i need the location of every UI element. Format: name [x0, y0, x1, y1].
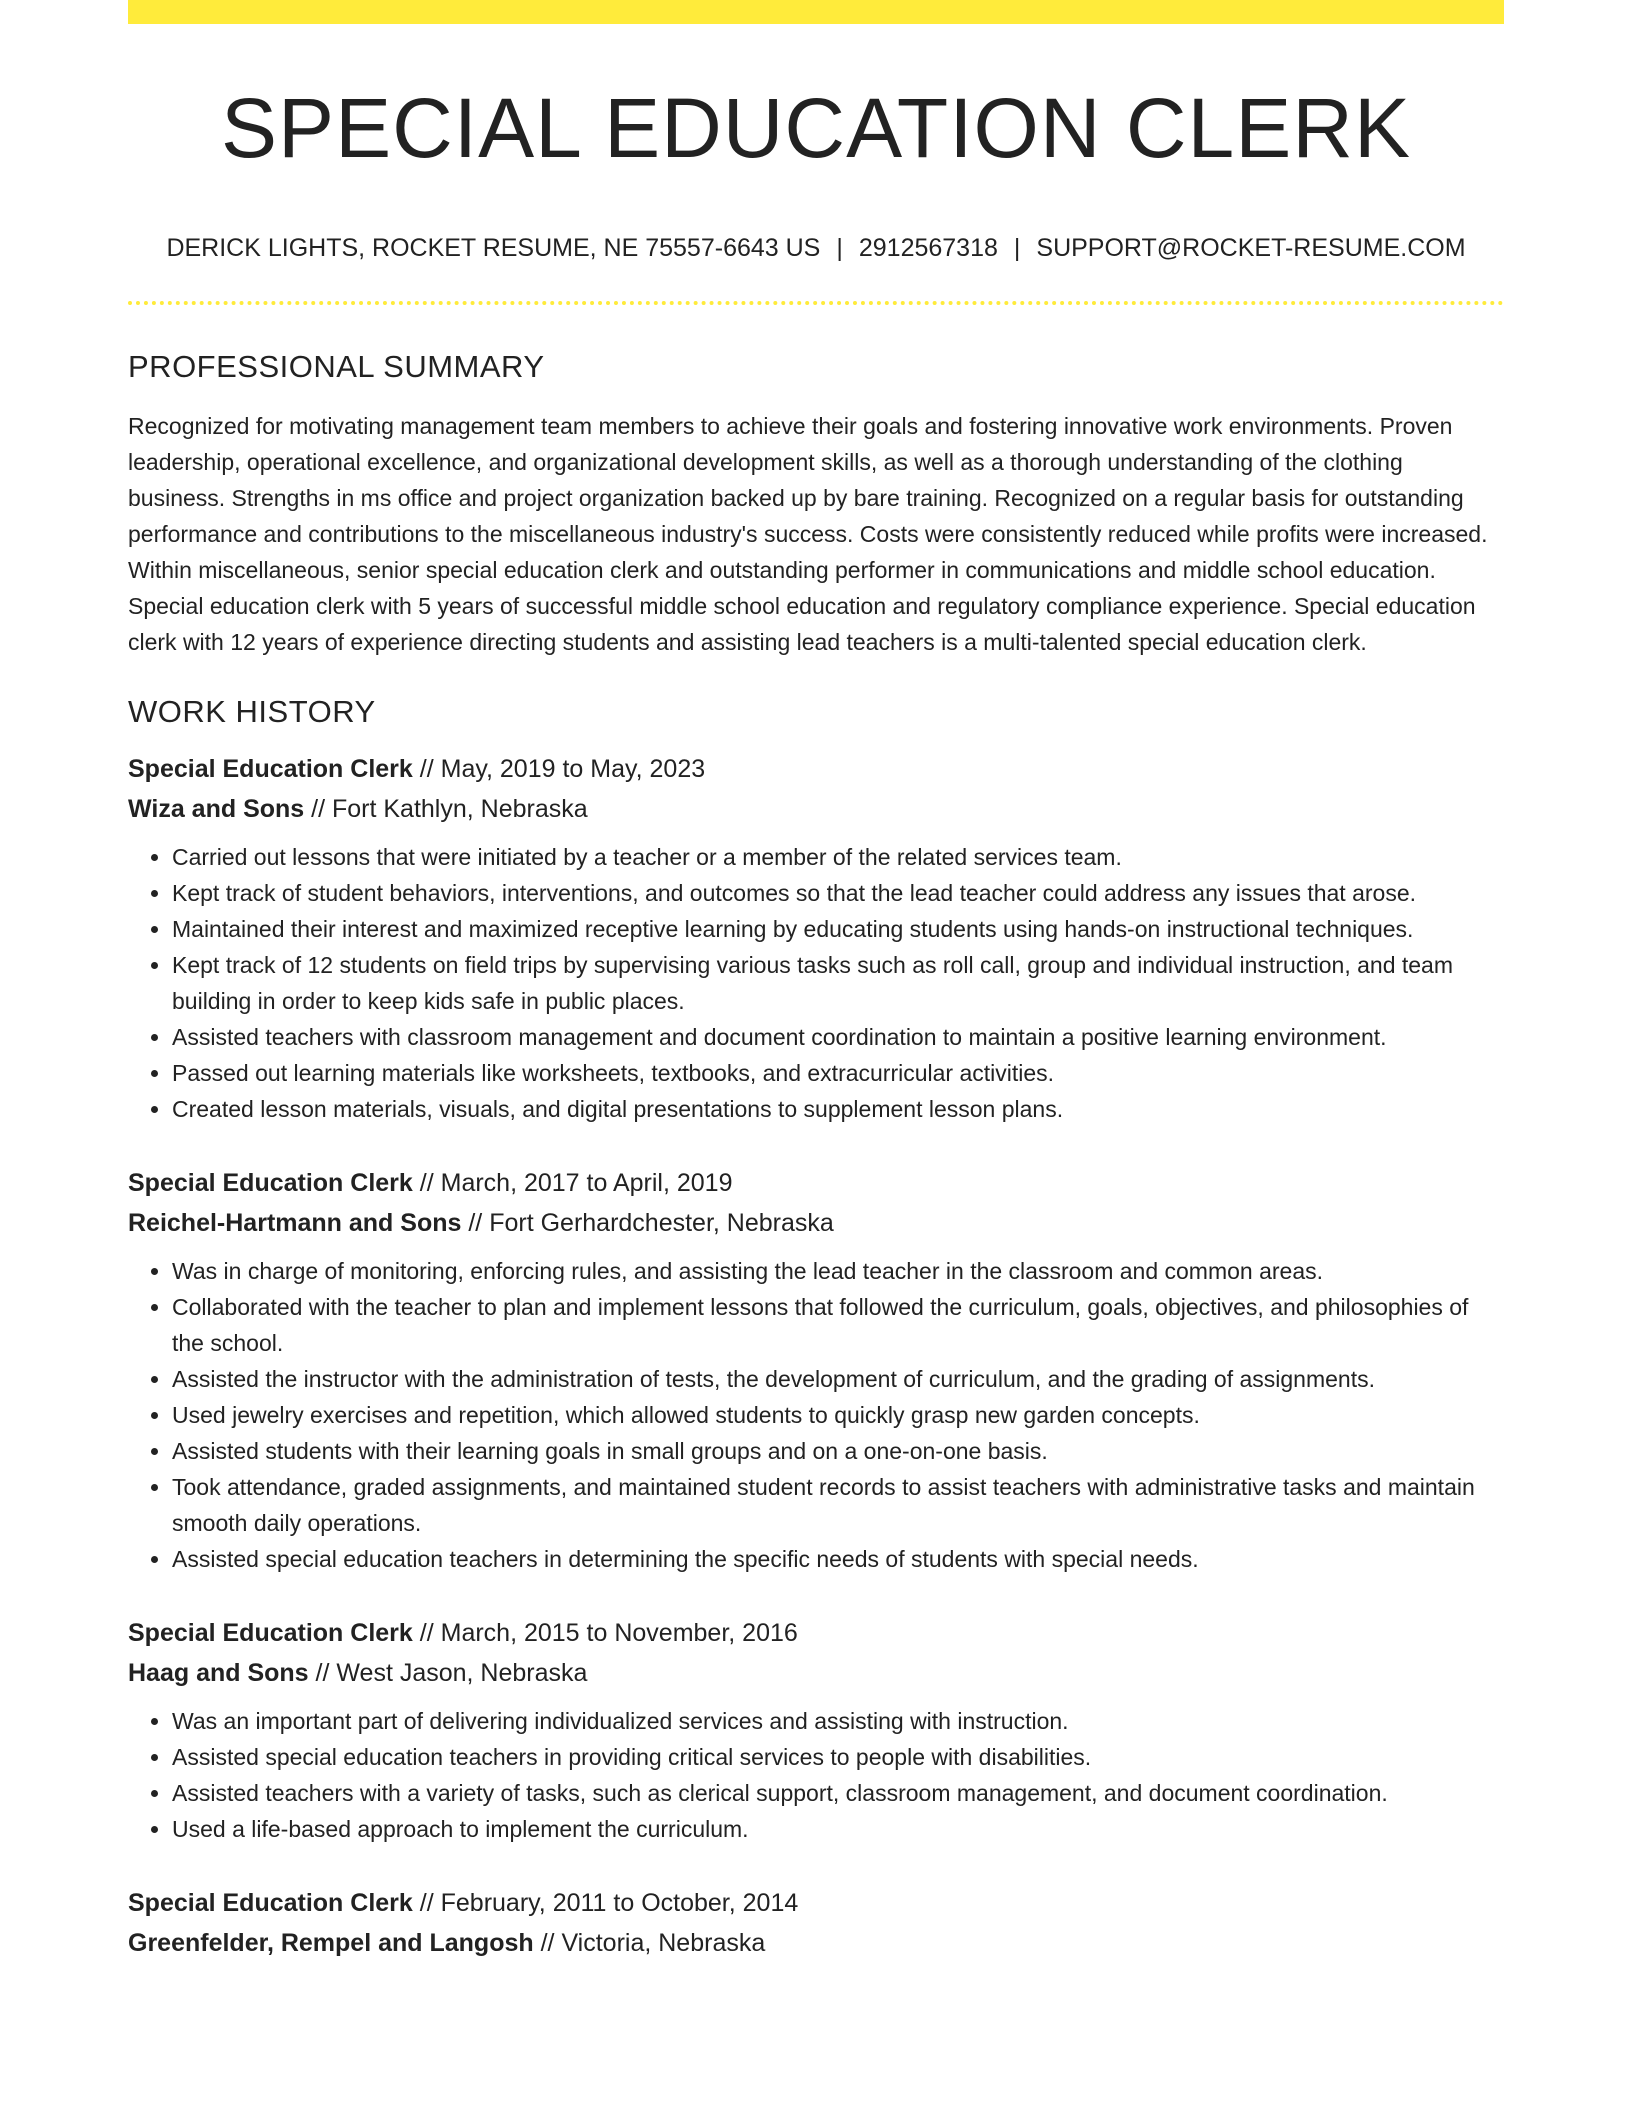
contact-separator: |	[1013, 234, 1021, 262]
job-company: Haag and Sons	[128, 1659, 309, 1687]
job-company-line	[128, 789, 1504, 829]
job-bullet: • Assisted special education teachers in determining the specific needs of students with special needs.	[172, 1541, 1504, 1577]
job-title: Special Education Clerk	[128, 1889, 413, 1917]
job-bullets	[128, 1703, 1504, 1847]
job-bullet: • Assisted students with their learning goals in small groups and on a one-on-one basis.	[172, 1433, 1504, 1469]
job-separator: //	[412, 1619, 441, 1647]
job-location: West Jason, Nebraska	[336, 1659, 588, 1687]
resume-title: SPECIAL EDUCATION CLERK	[221, 81, 1411, 175]
job-entry	[128, 1613, 1504, 1847]
job-separator: //	[412, 1889, 441, 1917]
job-separator: //	[412, 1169, 441, 1197]
job-bullet: • Was in charge of monitoring, enforcing rules, and assisting the lead teacher in the classroom and common areas.	[172, 1253, 1504, 1289]
job-title: Special Education Clerk	[128, 1169, 413, 1197]
contact-line	[128, 236, 1504, 261]
job-bullet: • Created lesson materials, visuals, and digital presentations to supplement lesson plans.	[172, 1091, 1504, 1127]
job-bullet: • Assisted teachers with a variety of tasks, such as clerical support, classroom management, and document coordination.	[172, 1775, 1504, 1811]
summary-text: Recognized for motivating management team members to achieve their goals and fostering innovative work environments. Proven leadership, operational excellence, and organizational development skills, as well as a thorough understanding of the clothing business. Strengths in ms office and project organization backed up by bare training. Recognized on a regular basis for outstanding performance and contributions to the miscellaneous industry's success. Costs were consistently reduced while profits were increased. Within miscellaneous, senior special education clerk and outstanding performer in communications and middle school education. Special education clerk with 5 years of successful middle school education and regulatory compliance experience. Special education clerk with 12 years of experience directing students and assisting lead teachers is a multi-talented special education clerk.	[128, 413, 1488, 655]
summary-heading: PROFESSIONAL SUMMARY	[128, 349, 545, 384]
job-title: Special Education Clerk	[128, 755, 413, 783]
dotted-divider	[128, 301, 1504, 305]
job-title-line	[128, 1883, 1504, 1923]
job-dates: May, 2019 to May, 2023	[440, 755, 706, 783]
job-dates: February, 2011 to October, 2014	[440, 1889, 799, 1917]
job-company: Greenfelder, Rempel and Langosh	[128, 1929, 534, 1957]
job-entry	[128, 1883, 1504, 1963]
job-location: Fort Gerhardchester, Nebraska	[489, 1209, 834, 1237]
job-bullet: • Was an important part of delivering individualized services and assisting with instruction.	[172, 1703, 1504, 1739]
job-separator: //	[461, 1209, 490, 1237]
contact-separator: |	[836, 234, 843, 262]
job-separator: //	[412, 755, 441, 783]
job-bullet: • Kept track of student behaviors, interventions, and outcomes so that the lead teacher could address any issues that arose.	[172, 875, 1504, 911]
job-bullet: • Took attendance, graded assignments, and maintained student records to assist teachers with administrative tasks and maintain smooth daily operations.	[172, 1469, 1504, 1541]
job-company-line	[128, 1203, 1504, 1243]
job-title-line	[128, 749, 1504, 789]
job-bullet: • Carried out lessons that were initiated by a teacher or a member of the related services team.	[172, 839, 1504, 875]
job-bullet: • Used a life-based approach to implement the curriculum.	[172, 1811, 1504, 1847]
job-bullet: • Kept track of 12 students on field trips by supervising various tasks such as roll call, group and individual instruction, and team building in order to keep kids safe in public places.	[172, 947, 1504, 1019]
job-bullet: • Collaborated with the teacher to plan and implement lessons that followed the curriculum, goals, objectives, and philosophies of the school.	[172, 1289, 1504, 1361]
job-title-line	[128, 1613, 1504, 1653]
job-separator: //	[308, 1659, 337, 1687]
job-entry	[128, 1163, 1504, 1577]
job-bullets	[128, 1253, 1504, 1577]
accent-top-bar	[128, 0, 1504, 24]
job-bullet: • Assisted the instructor with the administration of tests, the development of curriculum, and the grading of assignments.	[172, 1361, 1504, 1397]
job-dates: March, 2015 to November, 2016	[440, 1619, 798, 1647]
job-entry	[128, 749, 1504, 1127]
job-bullet: • Maintained their interest and maximized receptive learning by educating students using hands-on instructional techniques.	[172, 911, 1504, 947]
contact-phone: 2912567318	[858, 234, 998, 262]
job-separator: //	[304, 795, 332, 823]
work-history-heading: WORK HISTORY	[128, 694, 376, 729]
job-company-line	[128, 1653, 1504, 1693]
job-bullet: • Passed out learning materials like worksheets, textbooks, and extracurricular activities.	[172, 1055, 1504, 1091]
job-dates: March, 2017 to April, 2019	[440, 1169, 733, 1197]
job-company-line	[128, 1923, 1504, 1963]
job-location: Victoria, Nebraska	[561, 1929, 766, 1957]
job-location: Fort Kathlyn, Nebraska	[331, 795, 588, 823]
resume-page	[128, 0, 1504, 1963]
job-separator: //	[533, 1929, 562, 1957]
job-bullet: • Assisted teachers with classroom management and document coordination to maintain a positive learning environment.	[172, 1019, 1504, 1055]
contact-address: DERICK LIGHTS, ROCKET RESUME, NE 75557-6643 US	[166, 234, 821, 262]
job-bullet: • Used jewelry exercises and repetition, which allowed students to quickly grasp new garden concepts.	[172, 1397, 1504, 1433]
contact-email: SUPPORT@ROCKET-RESUME.COM	[1036, 234, 1466, 262]
work-history-list	[128, 749, 1504, 1963]
job-bullet: • Assisted special education teachers in providing critical services to people with disabilities.	[172, 1739, 1504, 1775]
job-company: Reichel-Hartmann and Sons	[128, 1209, 462, 1237]
job-title: Special Education Clerk	[128, 1619, 413, 1647]
job-title-line	[128, 1163, 1504, 1203]
job-bullets	[128, 839, 1504, 1127]
job-company: Wiza and Sons	[128, 795, 305, 823]
